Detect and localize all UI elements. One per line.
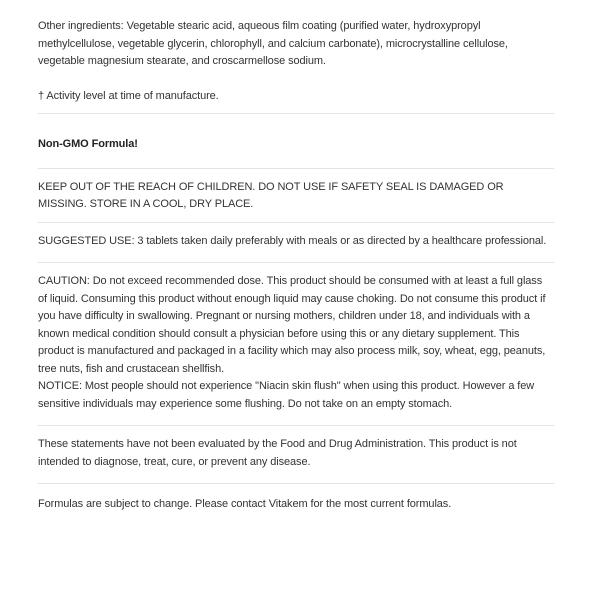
formulas-note-text: Formulas are subject to change. Please contact Vitakem for the most current formulas.	[38, 498, 452, 510]
ingredients-section	[38, 16, 554, 113]
non-gmo-section	[38, 114, 554, 168]
formulas-section	[38, 484, 554, 514]
non-gmo-label: Non-GMO Formula!	[38, 138, 138, 150]
warning-section	[38, 169, 554, 222]
fda-disclaimer-text: These statements have not been evaluated by the Food and Drug Administration. This product is not intended to diagnose, treat, cure, or prevent any disease.	[38, 438, 517, 468]
product-details	[38, 16, 554, 514]
activity-footnote: † Activity level at time of manufacture.	[38, 89, 219, 102]
suggested-use-text: SUGGESTED USE: 3 tablets taken daily preferably with meals or as directed by a healthcare professional.	[38, 234, 547, 247]
fda-section	[38, 426, 554, 483]
caution-section	[38, 263, 554, 425]
notice-text: NOTICE: Most people should not experience "Niacin skin flush" when using this product. However a few sensitive individuals may experience some flushing. Do not take on an empty stomach.	[38, 380, 535, 410]
caution-text: CAUTION: Do not exceed recommended dose. This product should be consumed with at least a full glass of liquid. Consuming this product without enough liquid may cause choking. Do not consume this product if you have difficulty in swallowing. Pregnant or nursing mothers, children under 18, and individuals with a known medical condition should consult a physician before using this or any dietary supplement. This product is manufactured and packaged in a facility which may also process milk, soy, wheat, egg, peanuts, tree nuts, fish and crustacean shellfish.	[38, 275, 546, 375]
keep-out-warning: KEEP OUT OF THE REACH OF CHILDREN. DO NOT USE IF SAFETY SEAL IS DAMAGED OR MISSING. STORE IN A COOL, DRY PLACE.	[38, 180, 504, 210]
other-ingredients-text: Other ingredients: Vegetable stearic acid, aqueous film coating (purified water, hydroxypropyl methylcellulose, vegetable glycerin, chlorophyll, and calcium carbonate), microcrystalline cellulose, vegetable magnesium stearate, and croscarmellose sodium.	[38, 20, 508, 67]
suggested-use-section	[38, 223, 554, 263]
